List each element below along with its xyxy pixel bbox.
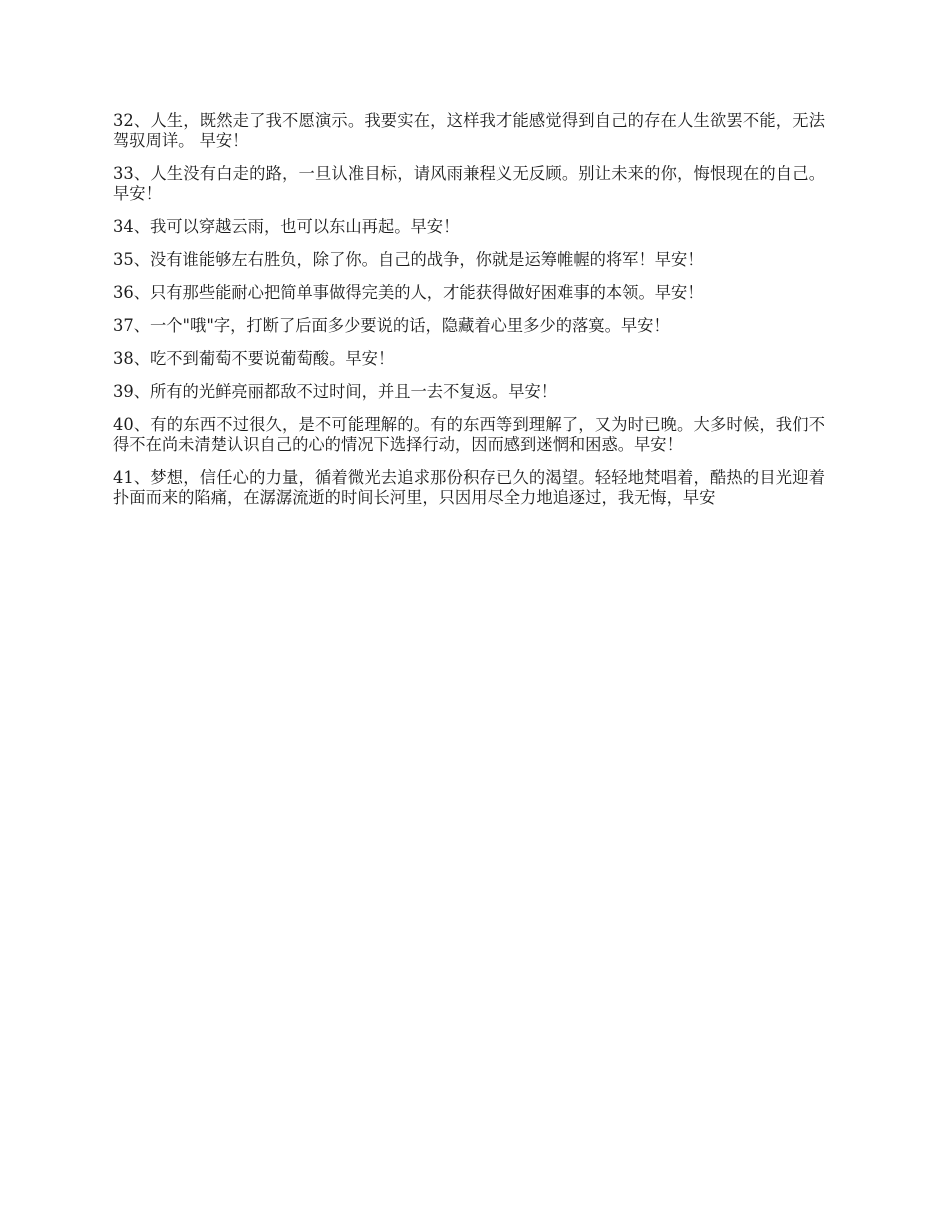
paragraph-36: 36、只有那些能耐心把简单事做得完美的人，才能获得做好困难事的本领。早安！ — [113, 283, 704, 302]
paragraph-40: 40、有的东西不过很久，是不可能理解的。有的东西等到理解了，又为时已晚。大多时候，我们不得不在尚未清楚认识自己的心的情况下选择行动，因而感到迷惘和困惑。早安！ — [113, 415, 825, 454]
paragraph-39: 39、所有的光鲜亮丽都敌不过时间，并且一去不复返。早安！ — [113, 382, 558, 401]
paragraph-33: 33、人生没有白走的路，一旦认准目标，请风雨兼程义无反顾。别让未来的你，悔恨现在的自己。早安！ — [113, 164, 825, 203]
paragraph-35: 35、没有谁能够左右胜负，除了你。自己的战争，你就是运筹帷幄的将军！早安！ — [113, 250, 704, 269]
paragraph-34: 34、我可以穿越云雨，也可以东山再起。早安！ — [113, 217, 460, 236]
paragraph-32: 32、人生，既然走了我不愿演示。我要实在，这样我才能感觉得到自己的存在人生欲罢不能，无法驾驭周详。 早安！ — [113, 111, 825, 150]
paragraph-41: 41、梦想，信任心的力量，循着微光去追求那份积存已久的渴望。轻轻地梵唱着，酷热的目光迎着扑面而来的陷痛，在潺潺流逝的时间长河里，只因用尽全力地追逐过，我无悔，早安 — [113, 468, 825, 507]
paragraph-38: 38、吃不到葡萄不要说葡萄酸。早安！ — [113, 349, 395, 368]
document-body — [113, 111, 825, 521]
paragraph-37: 37、一个"哦"字，打断了后面多少要说的话，隐藏着心里多少的落寞。早安！ — [113, 316, 670, 335]
